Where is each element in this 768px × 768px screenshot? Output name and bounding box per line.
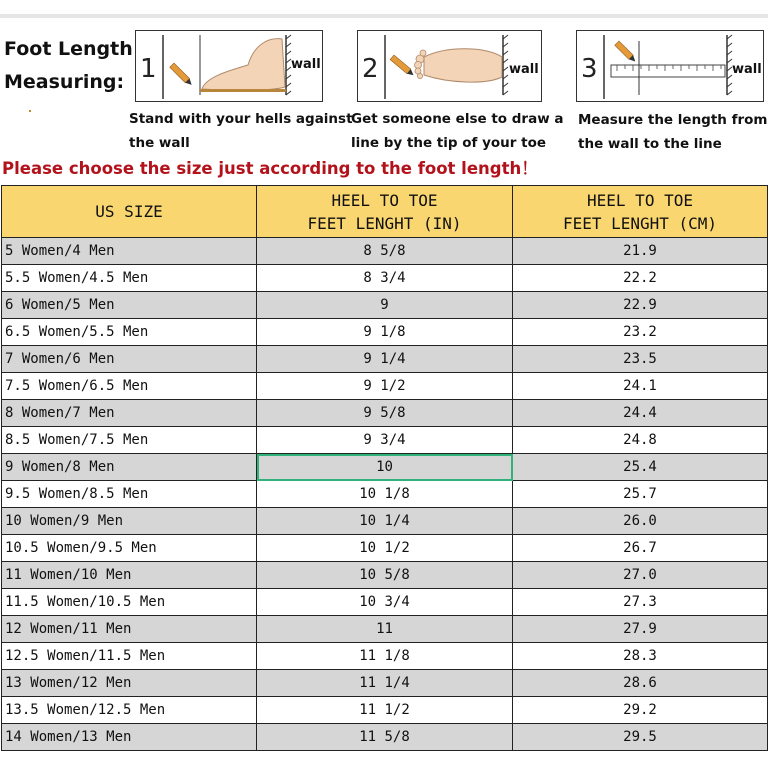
size-rows [2,238,768,751]
table-row [2,481,768,508]
step-1-illustration [136,31,324,103]
cm-cell: 25.4 [513,454,768,481]
size-cell: 5.5 Women/4.5 Men [2,265,257,292]
step-3-caption-line-2: the wall to the line [578,136,722,152]
inches-cell: 9 1/4 [257,346,513,373]
step-1-caption [129,107,353,155]
pencil-icon [390,55,415,78]
inches-cell: 11 1/2 [257,697,513,724]
header-length-cm: HEEL TO TOE FEET LENGHT (CM) [513,186,768,238]
table-row [2,508,768,535]
decorative-dot [29,110,31,112]
table-row [2,265,768,292]
cm-cell: 24.8 [513,427,768,454]
header-us-size: US SIZE [2,186,257,238]
foot-side-icon [202,39,285,91]
step-1-caption-line-1: Stand with your hells against [129,111,353,127]
cm-cell: 27.0 [513,562,768,589]
size-cell: 8 Women/7 Men [2,400,257,427]
inches-cell: 9 3/4 [257,427,513,454]
step-3-caption [578,108,767,156]
size-cell: 14 Women/13 Men [2,724,257,751]
step-2-illustration [358,31,543,103]
table-row [2,319,768,346]
inches-cell: 9 1/2 [257,373,513,400]
cm-cell: 23.2 [513,319,768,346]
inches-cell: 8 3/4 [257,265,513,292]
cm-cell: 27.9 [513,616,768,643]
header-length-in: HEEL TO TOE FEET LENGHT (IN) [257,186,513,238]
inches-cell: 11 1/8 [257,643,513,670]
step-2-caption-line-2: line by the tip of your toe [351,135,547,151]
table-row [2,724,768,751]
inches-cell: 10 [257,454,513,481]
size-cell: 5 Women/4 Men [2,238,257,265]
inches-cell: 10 3/4 [257,589,513,616]
step-3-wall-label: wall [732,62,762,77]
step-2-panel [357,30,542,102]
step-1-caption-line-2: the wall [129,135,190,151]
cm-cell: 27.3 [513,589,768,616]
size-cell: 7.5 Women/6.5 Men [2,373,257,400]
inches-cell: 11 5/8 [257,724,513,751]
title-line-1: Foot Length [4,38,133,60]
step-1-wall-label: wall [291,57,321,72]
cm-cell: 23.5 [513,346,768,373]
table-row [2,697,768,724]
table-row [2,535,768,562]
inches-cell: 8 5/8 [257,238,513,265]
step-1-number: 1 [140,54,157,84]
table-header-row [2,186,768,238]
step-2-wall-label: wall [509,62,539,77]
table-row [2,373,768,400]
cm-cell: 29.5 [513,724,768,751]
size-cell: 6.5 Women/5.5 Men [2,319,257,346]
table-row [2,616,768,643]
table-row [2,670,768,697]
inches-cell: 10 5/8 [257,562,513,589]
cm-cell: 28.6 [513,670,768,697]
step-3-caption-line-1: Measure the length from [578,112,768,128]
table-row [2,454,768,481]
size-cell: 6 Women/5 Men [2,292,257,319]
cm-cell: 22.9 [513,292,768,319]
size-cell: 9.5 Women/8.5 Men [2,481,257,508]
step-2-caption [351,107,563,155]
inches-cell: 10 1/4 [257,508,513,535]
size-cell: 11.5 Women/10.5 Men [2,589,257,616]
size-cell: 8.5 Women/7.5 Men [2,427,257,454]
inches-cell: 11 1/4 [257,670,513,697]
cm-cell: 21.9 [513,238,768,265]
inches-cell: 9 5/8 [257,400,513,427]
size-cell: 12 Women/11 Men [2,616,257,643]
table-row [2,400,768,427]
cm-cell: 25.7 [513,481,768,508]
size-cell: 7 Women/6 Men [2,346,257,373]
top-divider [0,14,768,18]
foot-top-icon [424,49,502,82]
size-chart-table [1,185,768,751]
table-row [2,238,768,265]
step-3-panel [576,30,764,102]
step-3-illustration [577,31,765,103]
cm-cell: 24.1 [513,373,768,400]
size-cell: 12.5 Women/11.5 Men [2,643,257,670]
step-1-panel [135,30,323,102]
size-cell: 13 Women/12 Men [2,670,257,697]
step-3-number: 3 [581,54,598,84]
table-row [2,643,768,670]
pencil-icon [170,63,194,87]
size-cell: 10.5 Women/9.5 Men [2,535,257,562]
cm-cell: 24.4 [513,400,768,427]
size-cell: 13.5 Women/12.5 Men [2,697,257,724]
size-cell: 11 Women/10 Men [2,562,257,589]
step-2-number: 2 [362,54,379,84]
cm-cell: 28.3 [513,643,768,670]
inches-cell: 11 [257,616,513,643]
step-2-caption-line-1: Get someone else to draw a [351,111,564,127]
inches-cell: 10 1/8 [257,481,513,508]
pencil-icon [615,41,638,64]
ruler-icon [611,41,725,95]
cm-cell: 22.2 [513,265,768,292]
cm-cell: 26.7 [513,535,768,562]
table-row [2,292,768,319]
inches-cell: 9 1/8 [257,319,513,346]
cm-cell: 26.0 [513,508,768,535]
title-line-2: Measuring: [4,71,125,93]
table-row [2,346,768,373]
inches-cell: 10 1/2 [257,535,513,562]
inches-cell: 9 [257,292,513,319]
size-cell: 10 Women/9 Men [2,508,257,535]
size-notice: Please choose the size just according to the foot length！ [2,159,538,178]
table-row [2,562,768,589]
table-row [2,589,768,616]
cm-cell: 29.2 [513,697,768,724]
table-row [2,427,768,454]
size-cell: 9 Women/8 Men [2,454,257,481]
